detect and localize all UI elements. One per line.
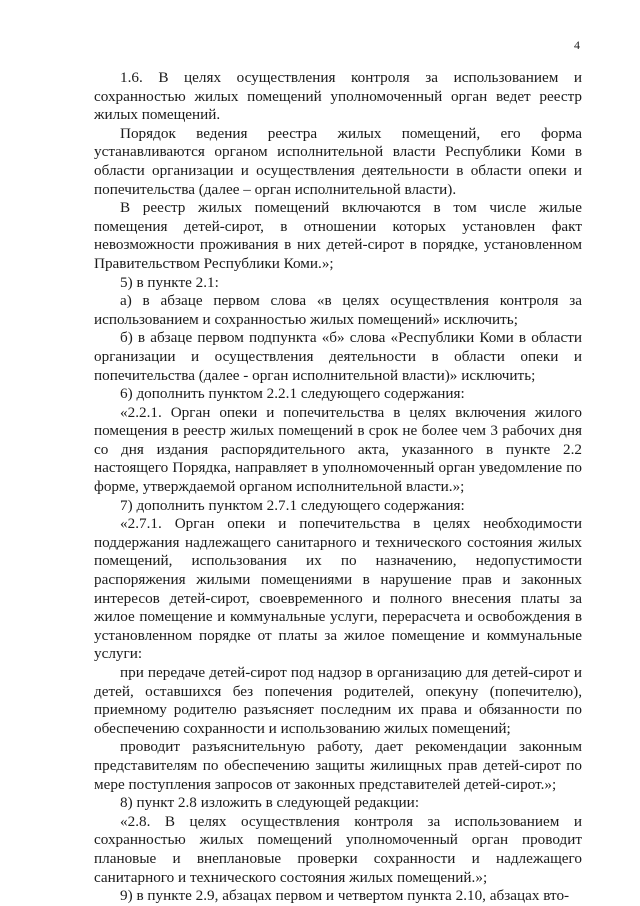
paragraph-2-2-1: «2.2.1. Орган опеки и попечительства в целях включения жилого помещения в реестр жилых помещений в срок не более чем 3 рабочих дня со дня издания распорядительного акта, указанного в пункте 2.2 настоящего Порядка, направляет в уполномоченный орган уведомление по форме, утверждаемой органом исполнительной власти.»; <box>94 403 582 496</box>
paragraph-item-5a: а) в абзаце первом слова «в целях осуществления контроля за использованием и сохранностью жилых помещений» исключить; <box>94 292 582 328</box>
paragraph-registry-inclusion: В реестр жилых помещений включаются в том числе жилые помещения детей-сирот, в отношении которых установлен факт невозможности проживания в них детей-сирот в порядке, установленном Правительством Республики Коми.»; <box>94 199 582 272</box>
paragraph-item-5b: б) в абзаце первом подпункта «б» слова «Республики Коми в области организации и осуществления деятельности в области опеки и попечительства (далее - орган исполнительной власти)» исключить; <box>94 329 582 384</box>
paragraph-item-9: 9) в пункте 2.9, абзацах первом и четвертом пункта 2.10, абзацах вто- <box>120 887 570 905</box>
paragraph-item-5: 5) в пункте 2.1: <box>120 273 219 291</box>
paragraph-explanatory-work: проводит разъяснительную работу, дает рекомендации законным представителям по обеспечению защиты жилищных прав детей-сирот по мере поступления запросов от законных представителей детей-сирот.»; <box>94 738 582 793</box>
paragraph-item-6: 6) дополнить пунктом 2.2.1 следующего содержания: <box>120 385 465 403</box>
paragraph-item-7: 7) дополнить пунктом 2.7.1 следующего содержания: <box>120 496 465 514</box>
paragraph-registry-procedure: Порядок ведения реестра жилых помещений, его форма устанавливаются органом исполнительной власти Республики Коми в области организации и осуществления деятельности в области опеки и попечительства (далее – орган исполнительной власти). <box>94 124 582 198</box>
paragraph-transfer-supervision: при передаче детей-сирот под надзор в организацию для детей-сирот и детей, оставшихся без попечения родителей, опекуну (попечителю), приемному родителю разъясняет последним их права и обязанности по обеспечению сохранности и использованию жилых помещений; <box>94 664 582 737</box>
paragraph-1-6: 1.6. В целях осуществления контроля за использованием и сохранностью жилых помещений уполномоченный орган ведет реестр жилых помещений. <box>94 69 582 124</box>
paragraph-2-7-1: «2.7.1. Орган опеки и попечительства в целях необходимости поддержания надлежащего санитарного и технического состояния жилых помещений, использования их по назначению, недопустимости распоряжения жилыми помещениями в нарушение прав и законных интересов детей-сирот, своевременного и полного внесения платы за жилое помещение и коммунальные услуги, перерасчета и освобождения в установленном порядке от платы за жилое помещение и коммунальные услуги: <box>94 515 582 663</box>
document-body <box>94 69 582 906</box>
paragraph-2-8: «2.8. В целях осуществления контроля за использованием и сохранностью жилых помещений уполномоченный орган проводит плановые и внеплановые проверки сохранности и надлежащего санитарного и технического состояния жилых помещений.»; <box>94 812 582 886</box>
page-number: 4 <box>574 38 580 52</box>
paragraph-item-8: 8) пункт 2.8 изложить в следующей редакции: <box>120 794 420 812</box>
